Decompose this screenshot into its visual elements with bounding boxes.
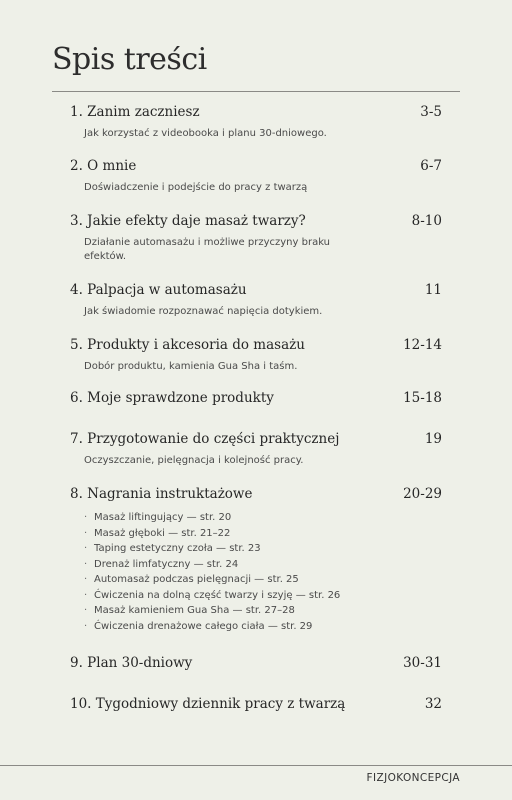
footer-divider bbox=[0, 765, 512, 766]
bullet-icon: · bbox=[84, 605, 88, 616]
entry-title: 9. Plan 30-dniowy bbox=[70, 655, 193, 671]
toc-entry-4[interactable] bbox=[70, 282, 442, 319]
list-item[interactable] bbox=[84, 557, 442, 573]
entry-title: 1. Zanim zaczniesz bbox=[70, 104, 200, 120]
bullet-icon: · bbox=[84, 620, 88, 632]
recordings-sublist bbox=[84, 510, 442, 634]
entry-description: Jak świadomie rozpoznawać napięcia dotykiem. bbox=[84, 306, 323, 317]
subitem-label: Masaż głęboki — str. 21–22 bbox=[94, 527, 231, 539]
list-item[interactable] bbox=[84, 603, 442, 619]
entry-description: Doświadczenie i podejście do pracy z twarzą bbox=[84, 182, 308, 193]
entry-description: Jak korzystać z videobooka i planu 30-dniowego. bbox=[84, 128, 327, 139]
entry-title: 3. Jakie efekty daje masaż twarzy? bbox=[70, 213, 306, 229]
toc-entry-9[interactable] bbox=[70, 655, 442, 673]
bullet-icon: · bbox=[84, 574, 88, 585]
bullet-icon: · bbox=[84, 527, 88, 539]
list-item[interactable] bbox=[84, 619, 442, 635]
entry-title: 4. Palpacja w automasażu bbox=[70, 282, 247, 298]
entry-pages: 3-5 bbox=[420, 104, 442, 120]
toc-entry-2[interactable] bbox=[70, 158, 442, 195]
entry-pages: 12-14 bbox=[403, 337, 442, 353]
subitem-label: Masaż kamieniem Gua Sha — str. 27–28 bbox=[94, 605, 295, 616]
toc-entry-1[interactable] bbox=[70, 104, 442, 141]
entry-pages: 8-10 bbox=[411, 213, 442, 229]
entry-title: 7. Przygotowanie do części praktycznej bbox=[70, 431, 340, 447]
bullet-icon: · bbox=[84, 512, 88, 523]
entry-description: Działanie automasażu i możliwe przyczyny braku efektów. bbox=[84, 237, 331, 262]
subitem-label: Taping estetyczny czoła — str. 23 bbox=[94, 543, 261, 554]
entry-pages: 6-7 bbox=[420, 158, 442, 174]
entry-pages: 20-29 bbox=[403, 486, 442, 502]
bullet-icon: · bbox=[84, 589, 88, 601]
list-item[interactable] bbox=[84, 588, 442, 604]
entry-title: 8. Nagrania instruktażowe bbox=[70, 486, 253, 502]
entry-title: 6. Moje sprawdzone produkty bbox=[70, 390, 274, 406]
bullet-icon: · bbox=[84, 543, 88, 554]
toc-entry-3[interactable] bbox=[70, 213, 442, 263]
list-item[interactable] bbox=[84, 572, 442, 588]
entry-title: 5. Produkty i akcesoria do masażu bbox=[70, 337, 305, 353]
entry-pages: 15-18 bbox=[403, 390, 442, 406]
entry-description: Dobór produktu, kamienia Gua Sha i taśm. bbox=[84, 361, 298, 372]
list-item[interactable] bbox=[84, 541, 442, 557]
toc-entry-5[interactable] bbox=[70, 337, 442, 374]
toc-entry-8[interactable] bbox=[70, 486, 442, 634]
entry-pages: 11 bbox=[424, 282, 442, 298]
toc-entry-6[interactable] bbox=[70, 390, 442, 408]
entry-pages: 32 bbox=[424, 696, 442, 712]
toc-entry-7[interactable] bbox=[70, 431, 442, 468]
entry-pages: 30-31 bbox=[403, 655, 442, 671]
subitem-label: Masaż liftingujący — str. 20 bbox=[94, 512, 232, 523]
entry-title: 2. O mnie bbox=[70, 158, 137, 174]
subitem-label: Automasaż podczas pielęgnacji — str. 25 bbox=[94, 574, 299, 585]
page-title: Spis treści bbox=[52, 42, 207, 77]
entry-description: Oczyszczanie, pielęgnacja i kolejność pracy. bbox=[84, 455, 304, 466]
list-item[interactable] bbox=[84, 510, 442, 526]
subitem-label: Ćwiczenia na dolną część twarzy i szyję — str. 26 bbox=[94, 589, 341, 601]
subitem-label: Drenaż limfatyczny — str. 24 bbox=[94, 558, 239, 570]
list-item[interactable] bbox=[84, 526, 442, 542]
toc-entry-10[interactable] bbox=[70, 696, 442, 714]
bullet-icon: · bbox=[84, 558, 88, 570]
subitem-label: Ćwiczenia drenażowe całego ciała — str. 29 bbox=[94, 620, 313, 632]
entry-pages: 19 bbox=[424, 431, 442, 447]
entry-title: 10. Tygodniowy dziennik pracy z twarzą bbox=[70, 696, 346, 712]
brand-label: FIZJOKONCEPCJA bbox=[366, 772, 460, 784]
